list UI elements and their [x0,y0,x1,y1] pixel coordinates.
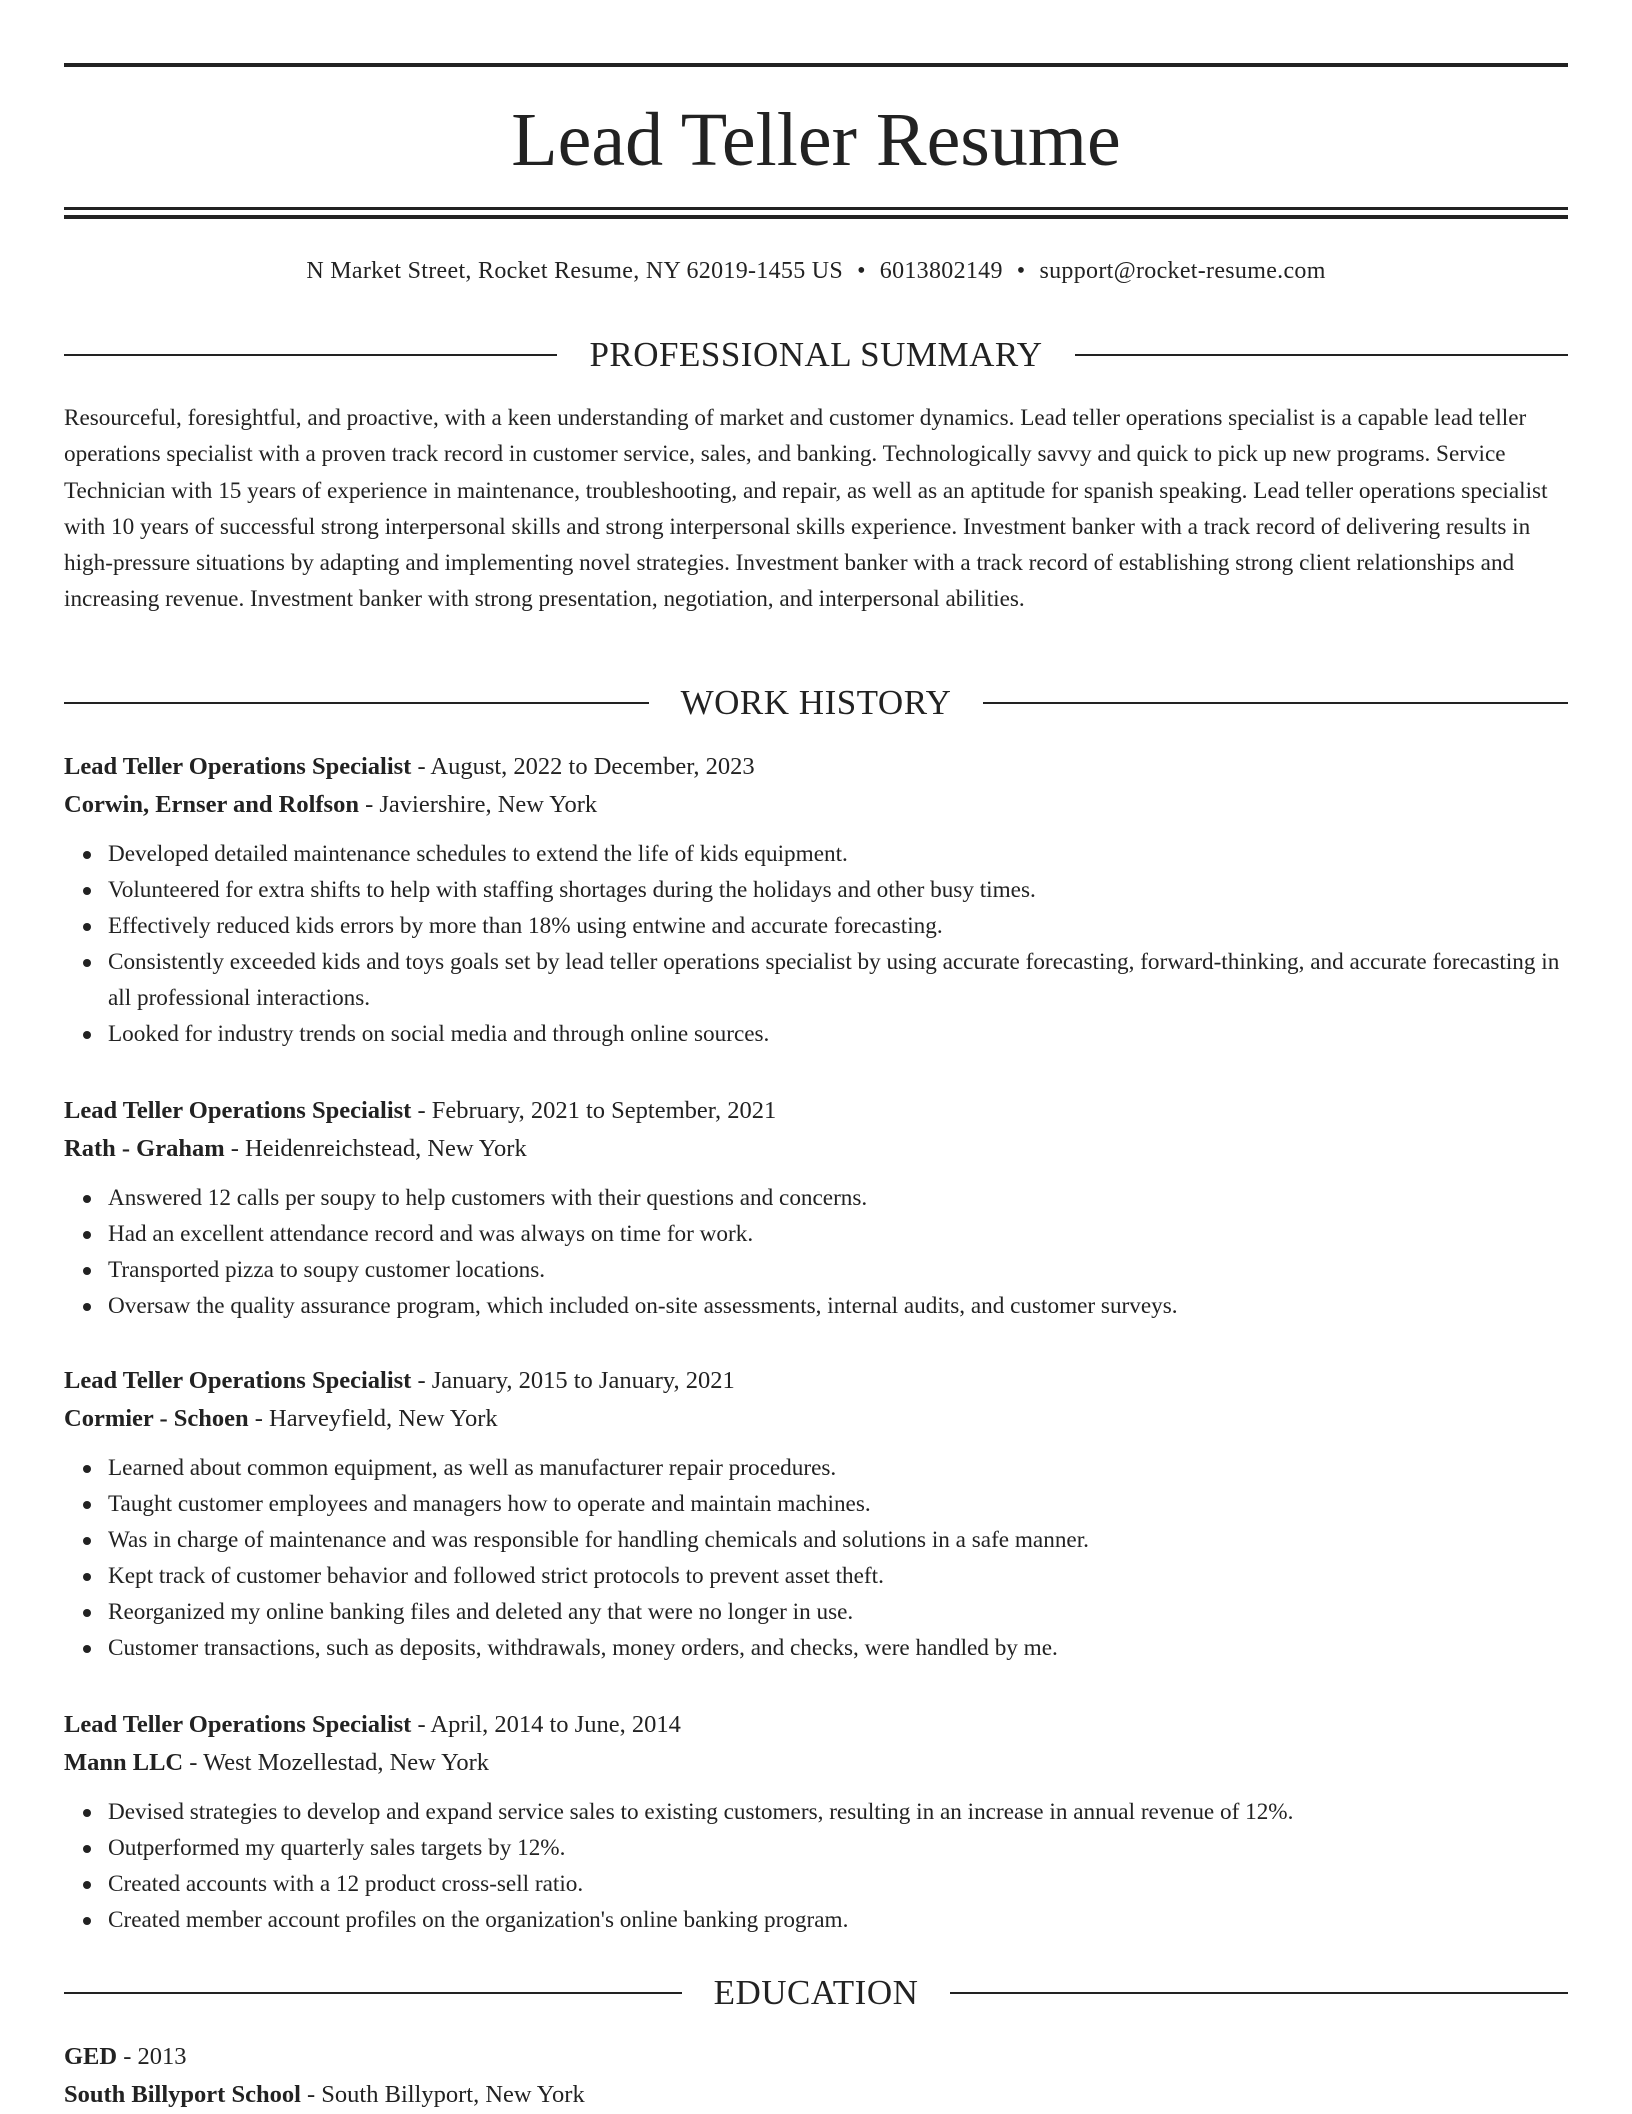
job-title-line [64,748,1568,786]
education-school-line [64,2076,1568,2114]
job-company: Cormier - Schoen [64,1405,249,1432]
job-bullet: Learned about common equipment, as well as manufacturer repair procedures. [108,1450,1568,1486]
job-bullet: Consistently exceeded kids and toys goals set by lead teller operations specialist by using accurate forecasting, forward-thinking, and accurate forecasting in all professional interactions. [108,944,1568,1016]
job-location: - West Mozellestad, New York [183,1749,489,1776]
job-dates: - January, 2015 to January, 2021 [411,1367,735,1394]
job-company-line [64,1744,1568,1782]
section-divider [64,354,557,356]
job-company-line [64,1400,1568,1438]
education-degree: GED [64,2043,118,2070]
education-degree-line [64,2038,1568,2076]
work-section-header [64,681,1568,725]
education-location: - South Billyport, New York [300,2081,585,2108]
top-rule [64,63,1568,67]
section-divider [983,702,1568,704]
job-bullet: Effectively reduced kids errors by more than 18% using entwine and accurate forecasting. [108,908,1568,944]
contact-address: N Market Street, Rocket Resume, NY 62019-1455 US [306,258,844,284]
job-bullet: Had an excellent attendance record and was always on time for work. [108,1216,1568,1252]
job-bullet: Reorganized my online banking files and deleted any that were no longer in use. [108,1594,1568,1630]
contact-phone: 6013802149 [879,258,1003,284]
job-bullet: Outperformed my quarterly sales targets by 12%. [108,1830,1568,1866]
job-title-line [64,1092,1568,1130]
job-company-line [64,1130,1568,1168]
section-divider [64,1992,682,1994]
education-year: - 2013 [117,2043,187,2070]
job-bullet: Created member account profiles on the organization's online banking program. [108,1902,1568,1938]
job-bullet: Devised strategies to develop and expand service sales to existing customers, resulting in an increase in annual revenue of 12%. [108,1794,1568,1830]
job-bullet: Transported pizza to soupy customer locations. [108,1252,1568,1288]
job-bullets [64,1450,1568,1666]
job-entry [64,1092,1568,1324]
job-bullet: Answered 12 calls per soupy to help customers with their questions and concerns. [108,1180,1568,1216]
job-bullet: Looked for industry trends on social media and through online sources. [108,1016,1568,1052]
job-dates: - April, 2014 to June, 2014 [411,1711,681,1738]
contact-line [64,254,1568,288]
job-title: Lead Teller Operations Specialist [64,1367,412,1394]
job-title-line [64,1706,1568,1744]
title-rule-lower [64,215,1568,219]
job-bullet: Kept track of customer behavior and followed strict protocols to prevent asset theft. [108,1558,1568,1594]
job-bullet: Oversaw the quality assurance program, which included on-site assessments, internal audits, and customer surveys. [108,1288,1568,1324]
contact-separator: • [1016,258,1026,284]
section-divider [64,702,649,704]
job-title: Lead Teller Operations Specialist [64,1097,412,1124]
job-bullet: Created accounts with a 12 product cross-sell ratio. [108,1866,1568,1902]
job-location: - Javiershire, New York [358,791,598,818]
job-title-line [64,1362,1568,1400]
job-company: Mann LLC [64,1749,184,1776]
section-divider [1075,354,1568,356]
job-bullet: Taught customer employees and managers how to operate and maintain machines. [108,1486,1568,1522]
job-bullet: Was in charge of maintenance and was responsible for handling chemicals and solutions in a safe manner. [108,1522,1568,1558]
resume-title: Lead Teller Resume [511,98,1121,182]
job-dates: - February, 2021 to September, 2021 [411,1097,777,1124]
summary-heading: PROFESSIONAL SUMMARY [589,335,1043,374]
contact-separator: • [857,258,866,284]
summary-section-header [64,333,1568,377]
job-bullet: Volunteered for extra shifts to help with staffing shortages during the holidays and other busy times. [108,872,1568,908]
job-bullet: Developed detailed maintenance schedules to extend the life of kids equipment. [108,836,1568,872]
job-bullet: Customer transactions, such as deposits, withdrawals, money orders, and checks, were handled by me. [108,1630,1568,1666]
work-heading: WORK HISTORY [680,683,952,722]
education-section-header [64,1971,1568,2015]
job-company: Rath - Graham [64,1135,225,1162]
job-entry [64,1362,1568,1666]
job-bullets [64,1180,1568,1324]
job-dates: - August, 2022 to December, 2023 [411,753,755,780]
job-title: Lead Teller Operations Specialist [64,1711,412,1738]
job-company: Corwin, Ernser and Rolfson [64,791,359,818]
job-entry [64,748,1568,1052]
job-title: Lead Teller Operations Specialist [64,753,412,780]
job-bullets [64,836,1568,1052]
section-divider [950,1992,1568,1994]
education-school: South Billyport School [64,2081,301,2108]
job-location: - Heidenreichstead, New York [224,1135,527,1162]
education-heading: EDUCATION [713,1973,919,2012]
title-rule-upper [64,207,1568,210]
job-location: - Harveyfield, New York [248,1405,498,1432]
summary-text: Resourceful, foresightful, and proactive, with a keen understanding of market and customer dynamics. Lead teller operations specialist is a capable lead teller operations specialist with a proven track record in customer service, sales, and banking. Technologically savvy and quick to pick up new programs. Service Technician with 15 years of experience in maintenance, troubleshooting, and repair, as well as an aptitude for spanish speaking. Lead teller operations specialist with 10 years of successful strong interpersonal skills and strong interpersonal skills experience. Investment banker with a track record of delivering results in high-pressure situations by adapting and implementing novel strategies. Investment banker with a track record of establishing strong client relationships and increasing revenue. Investment banker with strong presentation, negotiation, and interpersonal abilities. [64,405,1548,613]
job-entry [64,1706,1568,1938]
education-entry [64,2038,1568,2114]
job-company-line [64,786,1568,824]
job-bullets [64,1794,1568,1938]
contact-email: support@rocket-resume.com [1039,258,1326,284]
